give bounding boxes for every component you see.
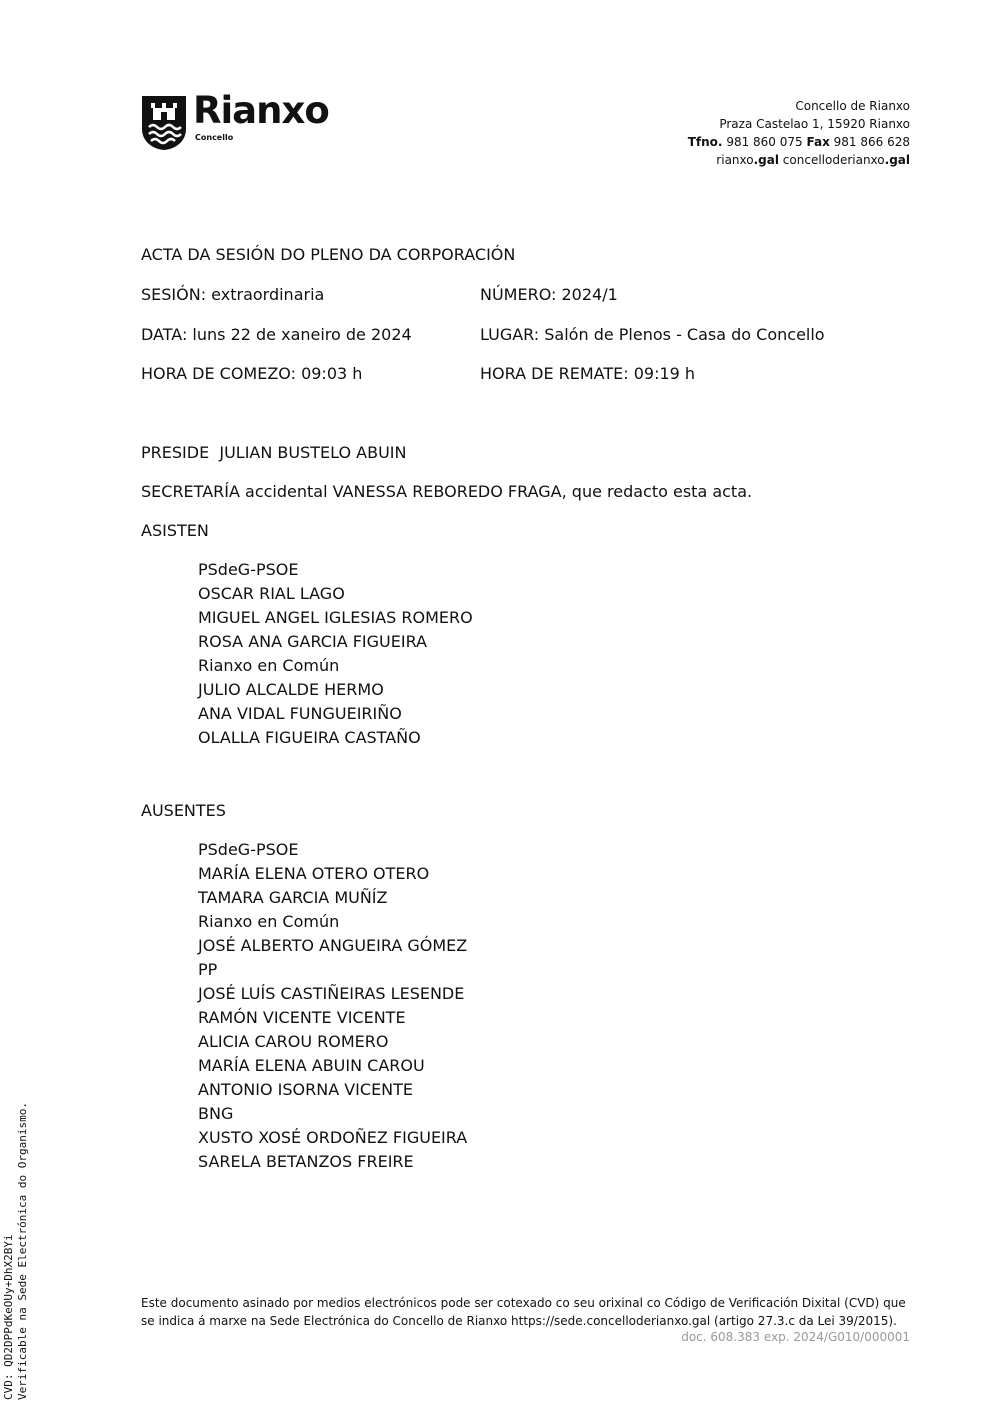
verification-note: Este documento asinado por medios electrónicos pode ser cotexado co seu orixinal co Código de Verificación Dixital (CVD) que se indica á marxe na Sede Electrónica do Concello de Rianxo https://sede.concelloderianxo.gal (artigo 27.3.c da Lei 39/2015). (141, 1296, 906, 1328)
document-reference: doc. 608.383 exp. 2024/G010/000001 (681, 1330, 910, 1344)
web-link-1[interactable]: rianxo.gal (716, 153, 779, 167)
list-item: OLALLA FIGUEIRA CASTAÑO (198, 728, 421, 747)
list-item: OSCAR RIAL LAGO (198, 584, 345, 603)
sesion-number: NÚMERO: 2024/1 (480, 285, 618, 304)
list-item: Rianxo en Común (198, 656, 340, 675)
concello-logo (141, 89, 351, 153)
list-item: PSdeG-PSOE (198, 840, 299, 859)
list-item: SARELA BETANZOS FREIRE (198, 1152, 414, 1171)
secretaria: SECRETARÍA accidental VANESSA REBOREDO FRAGA, que redacto esta acta. (141, 482, 753, 501)
list-item: Rianxo en Común (198, 912, 340, 931)
list-item: ANTONIO ISORNA VICENTE (198, 1080, 414, 1099)
cvd-verify-text: Verificable na Sede Electrónica do Organismo. (16, 1101, 29, 1400)
list-item: ANA VIDAL FUNGUEIRIÑO (198, 704, 402, 723)
address-street: Praza Castelao 1, 15920 Rianxo (719, 117, 910, 131)
sesion-type: SESIÓN: extraordinaria (141, 285, 325, 304)
sesion-place: LUGAR: Salón de Plenos - Casa do Concello (480, 325, 825, 344)
list-item: PP (198, 960, 218, 979)
end-time: HORA DE REMATE: 09:19 h (480, 364, 696, 383)
acta-title: ACTA DA SESIÓN DO PLENO DA CORPORACIÓN (141, 245, 516, 264)
address-web (688, 151, 910, 169)
list-item: MARÍA ELENA OTERO OTERO (198, 864, 430, 883)
cvd-margin (2, 1102, 30, 1400)
list-item: RAMÓN VICENTE VICENTE (198, 1008, 406, 1027)
list-item: JOSÉ LUÍS CASTIÑEIRAS LESENDE (198, 984, 465, 1003)
list-item: PSdeG-PSOE (198, 560, 299, 579)
list-item: ROSA ANA GARCIA FIGUEIRA (198, 632, 427, 651)
asisten-label: ASISTEN (141, 521, 209, 540)
list-item: MARÍA ELENA ABUIN CAROU (198, 1056, 425, 1075)
logo-subtitle: Concello (195, 133, 234, 142)
list-item: TAMARA GARCIA MUÑÍZ (198, 888, 388, 907)
ausentes-label: AUSENTES (141, 801, 226, 820)
asisten-list (198, 558, 473, 750)
list-item: MIGUEL ANGEL IGLESIAS ROMERO (198, 608, 473, 627)
address-block (688, 97, 910, 169)
cvd-code: CVD: QD2DPPdKeOUy+DhX2BYi (2, 1234, 15, 1400)
address-name: Concello de Rianxo (795, 99, 910, 113)
coat-of-arms-icon (141, 95, 187, 151)
list-item: BNG (198, 1104, 234, 1123)
list-item: XUSTO XOSÉ ORDOÑEZ FIGUEIRA (198, 1128, 468, 1147)
sesion-date: DATA: luns 22 de xaneiro de 2024 (141, 325, 412, 344)
list-item: JOSÉ ALBERTO ANGUEIRA GÓMEZ (198, 936, 468, 955)
address-phone: Tfno. 981 860 075 Fax 981 866 628 (687, 135, 910, 149)
ausentes-list (198, 838, 467, 1174)
preside: PRESIDE JULIAN BUSTELO ABUIN (141, 443, 407, 462)
list-item: ALICIA CAROU ROMERO (198, 1032, 389, 1051)
list-item: JULIO ALCALDE HERMO (198, 680, 384, 699)
start-time: HORA DE COMEZO: 09:03 h (141, 364, 363, 383)
web-link-2[interactable]: concelloderianxo.gal (782, 153, 910, 167)
logo-wordmark: Rianxo (193, 89, 329, 132)
